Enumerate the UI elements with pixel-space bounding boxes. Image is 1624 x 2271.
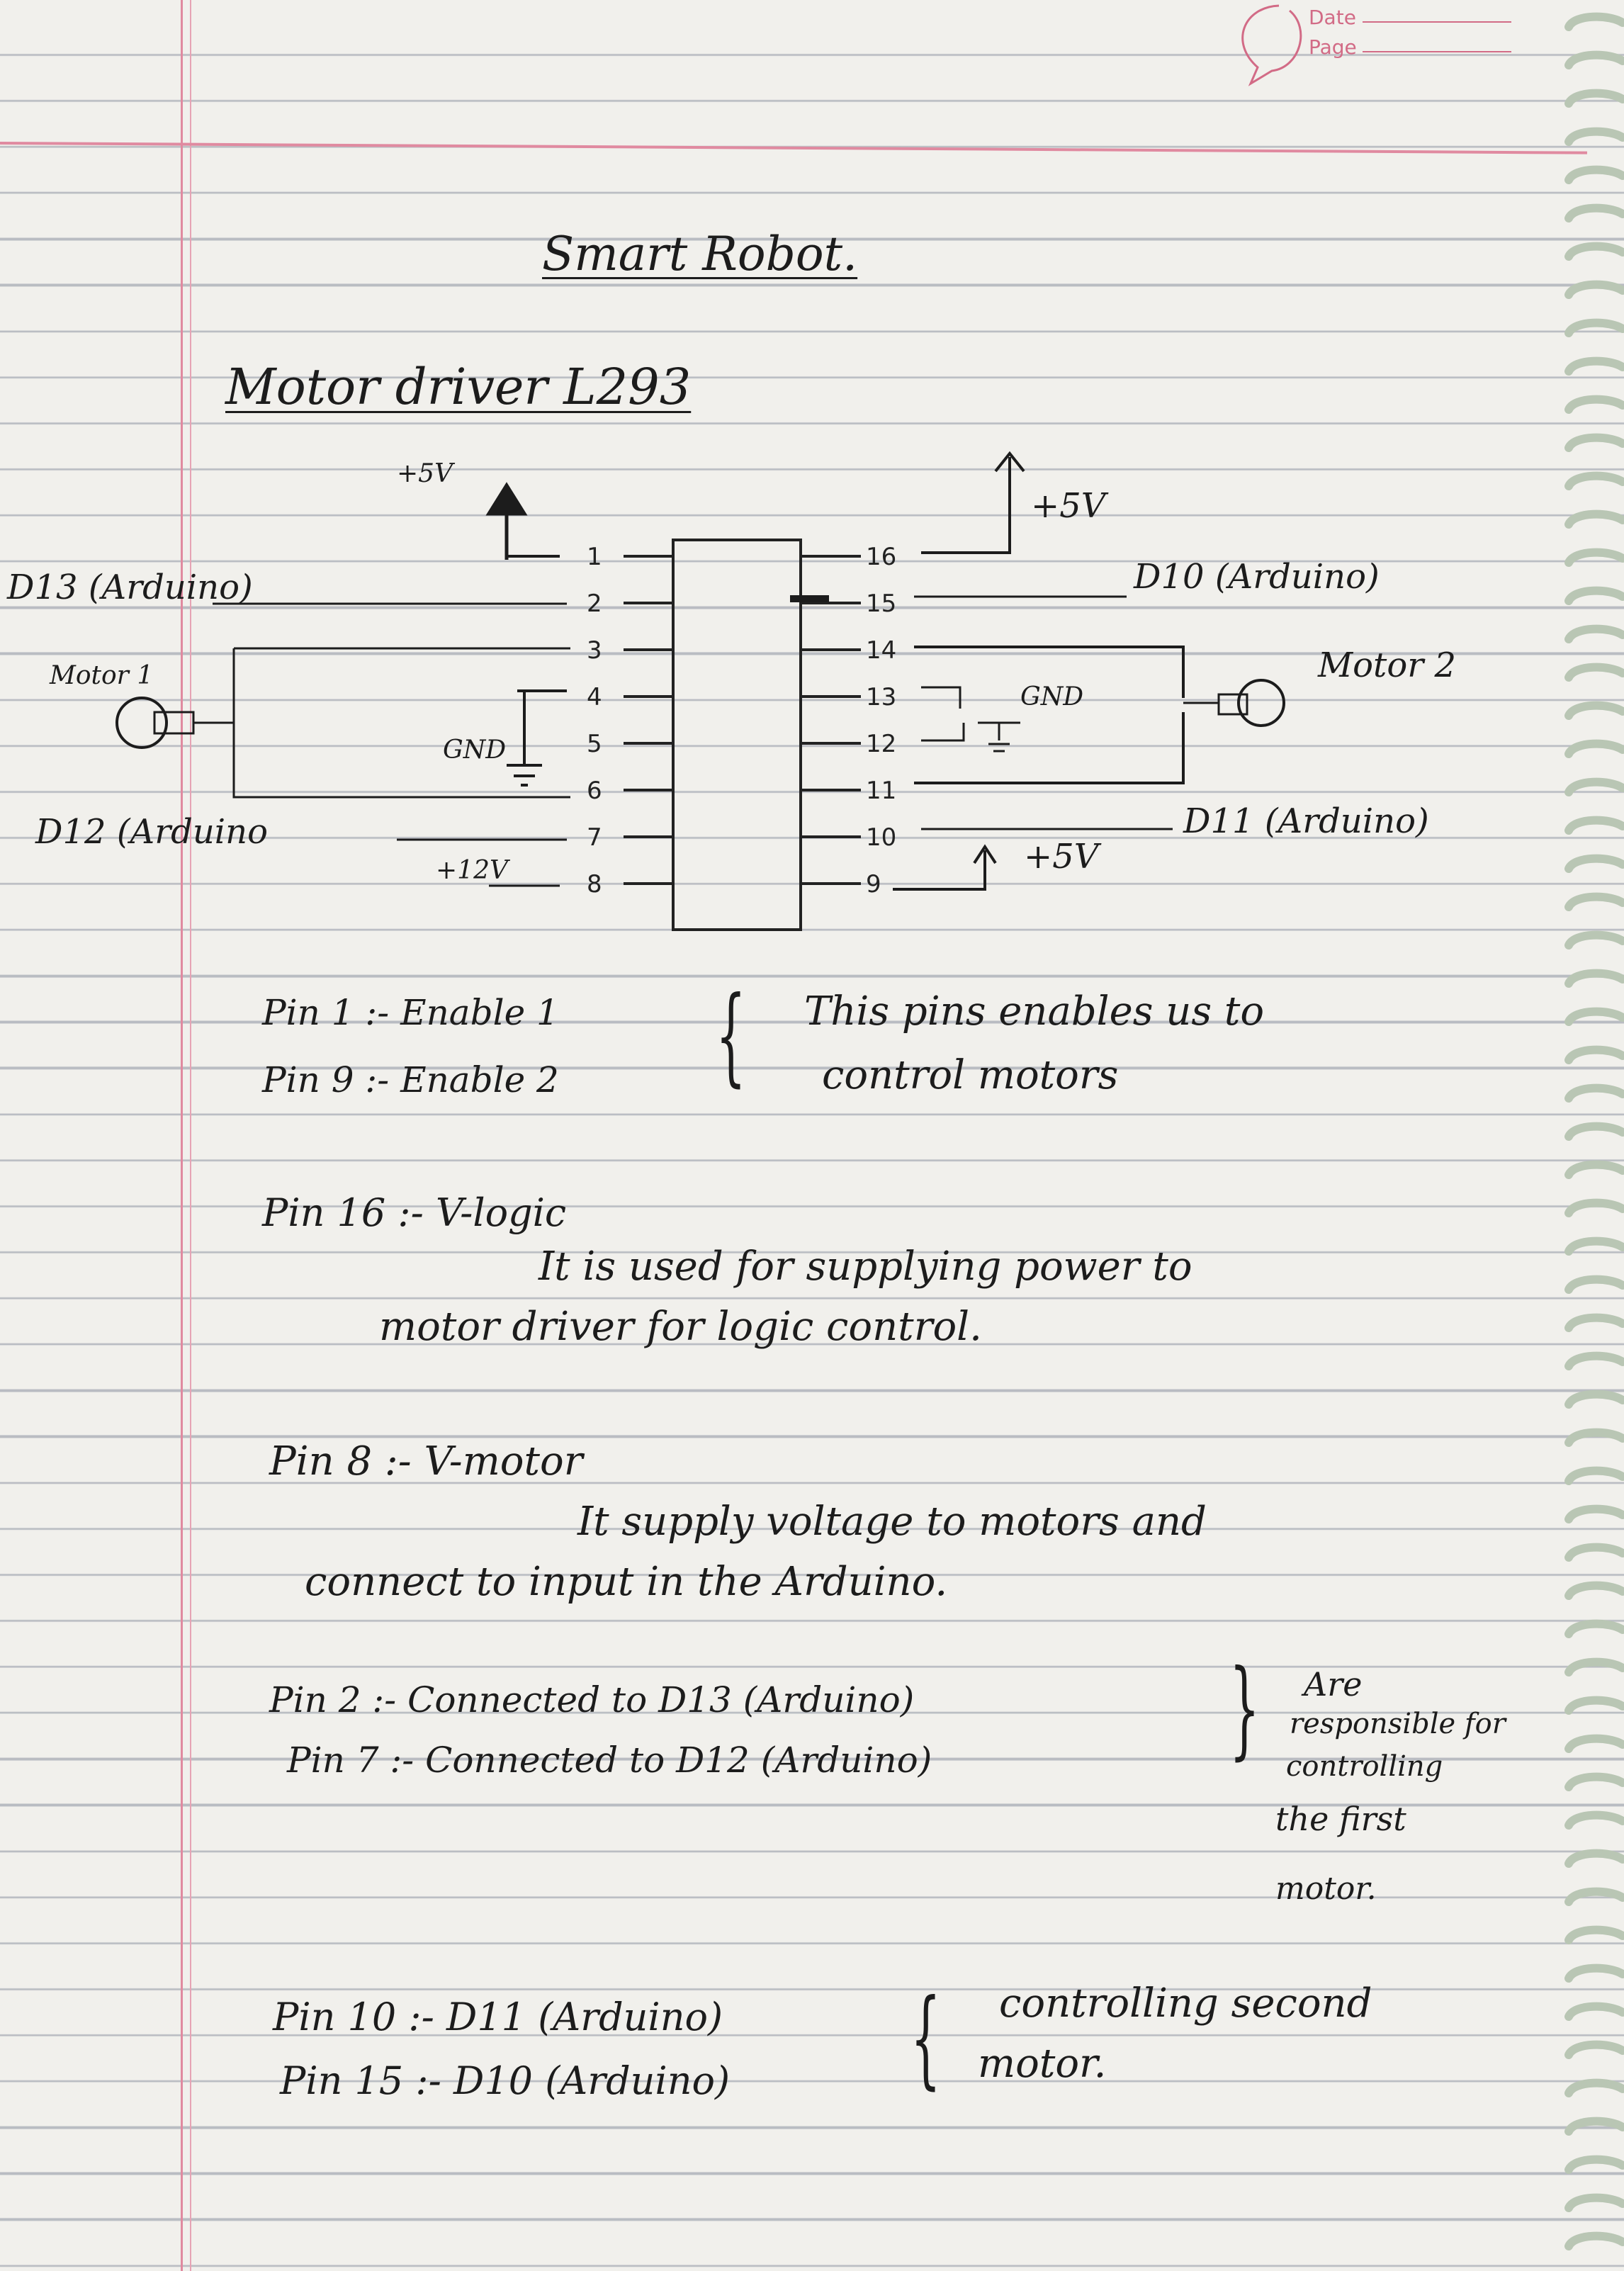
spiral-coil xyxy=(1569,1701,1623,1711)
spiral-coil xyxy=(1569,1280,1623,1290)
d11-label: D11 (Arduino) xyxy=(1183,801,1429,841)
note-line: responsible for xyxy=(1290,1708,1506,1740)
curly-brace: { xyxy=(716,974,746,1098)
motor1-label: Motor 1 xyxy=(50,661,154,690)
spiral-coil xyxy=(1569,1968,1623,1978)
plus5v-label: +5V xyxy=(1024,837,1099,877)
spiral-coil xyxy=(1569,1586,1623,1596)
motor1-icon xyxy=(117,698,234,748)
spiral-coil xyxy=(1569,2121,1623,2131)
spiral-coil xyxy=(1569,1854,1623,1864)
pin-number: 2 xyxy=(587,590,602,618)
plus5v-label: +5V xyxy=(1031,486,1106,526)
page-title: Smart Robot. xyxy=(542,227,858,281)
note-heading: Pin 16 :- V-logic xyxy=(262,1190,567,1235)
margin-line xyxy=(190,0,191,2271)
plus12v-label: +12V xyxy=(436,856,508,885)
motor2-icon xyxy=(1183,680,1284,726)
date-line xyxy=(1363,21,1511,23)
note-line: controlling xyxy=(1286,1750,1443,1783)
spiral-coil xyxy=(1569,2045,1623,2055)
spiral-coil xyxy=(1569,170,1623,180)
spiral-coil xyxy=(1569,1050,1623,1060)
spiral-coil xyxy=(1569,132,1623,142)
note-line: It is used for supplying power to xyxy=(538,1244,1192,1290)
spiral-coil xyxy=(1569,1930,1623,1940)
spiral-coil xyxy=(1569,1127,1623,1137)
note-line: motor. xyxy=(978,2041,1107,2087)
date-page-box xyxy=(1229,0,1584,92)
spiral-coil xyxy=(1569,2007,1623,2017)
spiral-coil xyxy=(1569,247,1623,257)
spiral-coil xyxy=(1569,897,1623,907)
up-arrow-icon xyxy=(893,847,996,889)
note-line: control motors xyxy=(822,1052,1119,1098)
spiral-coil xyxy=(1569,629,1623,639)
note-heading: Pin 8 :- V-motor xyxy=(269,1438,583,1484)
note-line: It supply voltage to motors and xyxy=(577,1499,1207,1545)
ground-icon xyxy=(507,691,567,785)
spiral-coil xyxy=(1569,1892,1623,1902)
pin-number: 6 xyxy=(587,777,602,805)
section-heading: Motor driver L293 xyxy=(225,358,692,416)
wire xyxy=(914,647,1183,783)
circuit-diagram xyxy=(0,439,1516,935)
spiral-coil xyxy=(1569,1088,1623,1098)
d13-label: D13 (Arduino) xyxy=(7,568,253,607)
pin-number: 14 xyxy=(866,636,897,665)
spiral-coil xyxy=(1569,1241,1623,1251)
note-line: controlling second xyxy=(999,1980,1372,2027)
pin-number: 13 xyxy=(866,683,897,711)
spiral-coil xyxy=(1569,1624,1623,1634)
pin-number: 15 xyxy=(866,590,897,618)
spiral-coil xyxy=(1569,1662,1623,1672)
date-label: Date xyxy=(1309,6,1356,29)
spiral-coil xyxy=(1569,1165,1623,1175)
spiral-coil xyxy=(1569,208,1623,218)
spiral-coil xyxy=(1569,1509,1623,1519)
spiral-coil xyxy=(1569,744,1623,754)
l293-chip xyxy=(673,540,801,930)
note-line: This pins enables us to xyxy=(804,988,1265,1035)
spiral-coil xyxy=(1569,1471,1623,1481)
pin-number: 16 xyxy=(866,543,897,571)
spiral-coil xyxy=(1569,2083,1623,2093)
spiral-coil xyxy=(1569,1012,1623,1022)
spiral-coil xyxy=(1569,1203,1623,1213)
pin-number: 4 xyxy=(587,683,602,711)
spiral-coil xyxy=(1569,285,1623,295)
pin-number: 7 xyxy=(587,823,602,852)
spiral-coil xyxy=(1569,2236,1623,2246)
plus5v-label: +5V xyxy=(397,459,453,488)
spiral-coil xyxy=(1569,2198,1623,2208)
spiral-coil xyxy=(1569,935,1623,945)
gnd-label: GND xyxy=(1020,682,1084,711)
spiral-coil xyxy=(1569,476,1623,486)
curly-brace: } xyxy=(1229,1647,1260,1771)
spiral-coil xyxy=(1569,667,1623,677)
pin-number: 1 xyxy=(587,543,602,571)
note-line: Pin 9 :- Enable 2 xyxy=(262,1059,559,1100)
spiral-coil xyxy=(1569,591,1623,601)
spiral-coil xyxy=(1569,1318,1623,1328)
header-rule xyxy=(0,142,1587,154)
page-line xyxy=(1363,51,1511,52)
spiral-coil xyxy=(1569,782,1623,792)
pin-number: 10 xyxy=(866,823,897,852)
note-line: Pin 1 :- Enable 1 xyxy=(262,992,559,1033)
up-arrow-icon xyxy=(489,485,524,560)
spiral-coil xyxy=(1569,1815,1623,1825)
note-line: Pin 15 :- D10 (Arduino) xyxy=(280,2058,731,2103)
d10-label: D10 (Arduino) xyxy=(1134,557,1380,597)
spiral-coil xyxy=(1569,400,1623,410)
spiral-coil xyxy=(1569,94,1623,103)
note-line: connect to input in the Arduino. xyxy=(305,1559,948,1605)
ground-icon xyxy=(921,687,1020,751)
pin-number: 11 xyxy=(866,777,897,805)
spiral-coil xyxy=(1569,323,1623,333)
pin-number: 12 xyxy=(866,730,897,758)
spiral-binding xyxy=(1560,0,1624,2271)
note-line: motor. xyxy=(1275,1871,1377,1907)
pin-number: 9 xyxy=(866,870,881,898)
note-line: motor driver for logic control. xyxy=(379,1304,982,1350)
page-label: Page xyxy=(1309,35,1357,59)
pin-number: 8 xyxy=(587,870,602,898)
notebook-logo-icon xyxy=(1229,0,1314,92)
spiral-coil xyxy=(1569,1739,1623,1749)
spiral-coil xyxy=(1569,17,1623,27)
spiral-coil xyxy=(1569,514,1623,524)
note-line: Pin 2 :- Connected to D13 (Arduino) xyxy=(269,1679,915,1720)
spiral-coil xyxy=(1569,1394,1623,1404)
curly-brace: { xyxy=(910,1977,941,2100)
margin-line xyxy=(181,0,183,2271)
spiral-coil xyxy=(1569,1548,1623,1557)
spiral-coil xyxy=(1569,55,1623,65)
up-arrow-icon xyxy=(921,453,1024,553)
note-line: the first xyxy=(1275,1800,1406,1838)
note-line: Pin 7 :- Connected to D12 (Arduino) xyxy=(287,1740,932,1781)
pin-number: 3 xyxy=(587,636,602,665)
spiral-coil xyxy=(1569,361,1623,371)
note-line: Pin 10 :- D11 (Arduino) xyxy=(273,1995,723,2039)
spiral-coil xyxy=(1569,1356,1623,1366)
motor2-label: Motor 2 xyxy=(1318,646,1456,685)
spiral-coil xyxy=(1569,553,1623,563)
spiral-coil xyxy=(1569,1433,1623,1443)
spiral-coil xyxy=(1569,859,1623,869)
spiral-coil xyxy=(1569,2160,1623,2170)
d12-label: D12 (Arduino xyxy=(35,812,268,852)
spiral-coil xyxy=(1569,1777,1623,1787)
spiral-coil xyxy=(1569,821,1623,830)
gnd-label: GND xyxy=(443,736,507,765)
pin-number: 5 xyxy=(587,730,602,758)
spiral-coil xyxy=(1569,974,1623,984)
spiral-coil xyxy=(1569,438,1623,448)
spiral-coil xyxy=(1569,706,1623,716)
note-line: Are xyxy=(1304,1665,1363,1703)
